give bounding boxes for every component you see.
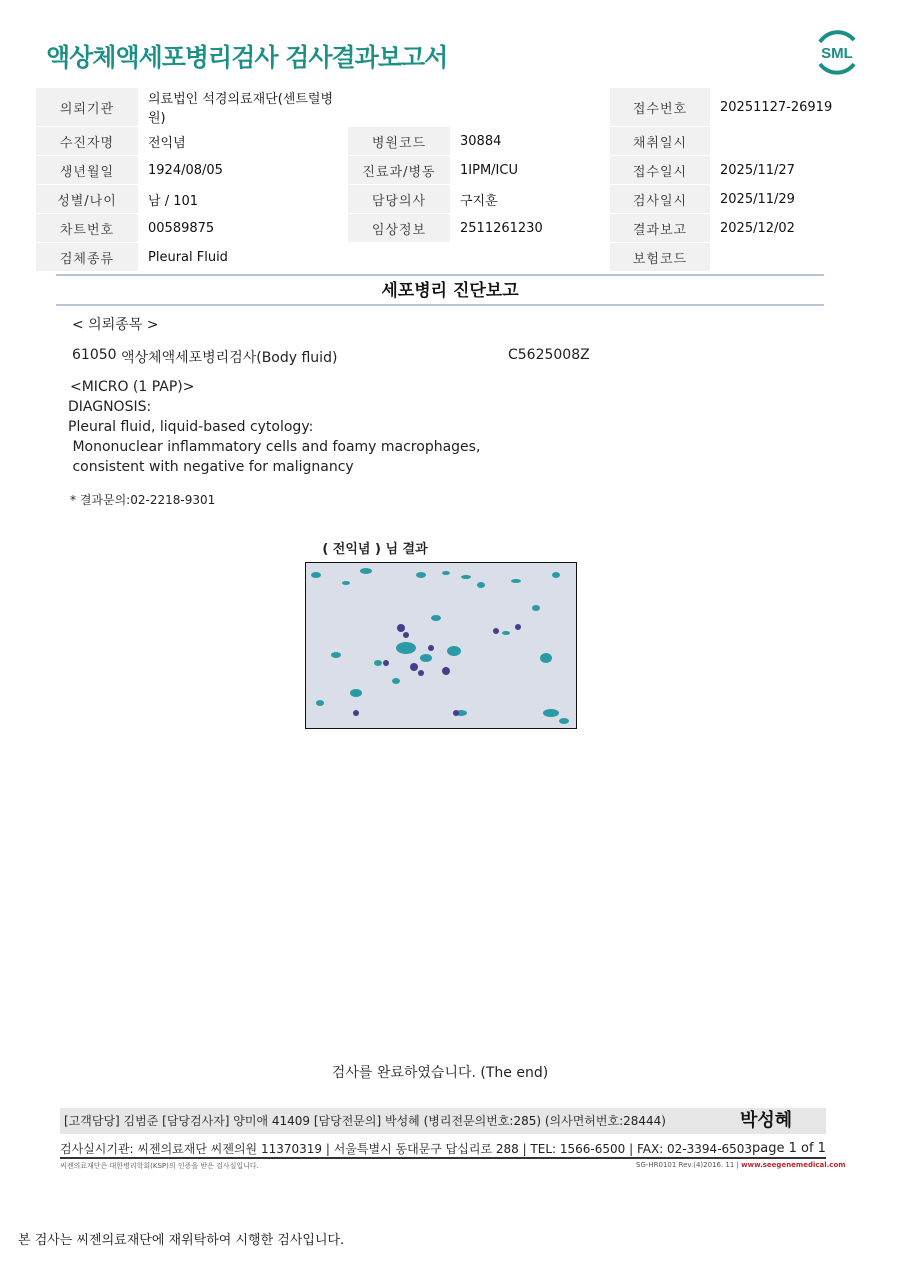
- finding-line-2: consistent with negative for malignancy: [68, 459, 354, 475]
- info-label: 임상정보: [348, 214, 450, 243]
- end-text: 검사를 완료하였습니다. (The end): [331, 1065, 549, 1081]
- info-value: 전익념: [138, 127, 348, 156]
- info-label: [348, 243, 450, 272]
- logo-text: SML: [821, 45, 853, 62]
- info-label: 보험코드: [610, 243, 710, 272]
- section-rule-bottom: [56, 304, 824, 306]
- report-title: 액상체액세포병리검사 검사결과보고서: [46, 43, 448, 72]
- info-label: 생년월일: [36, 156, 138, 185]
- patient-info-table: [36, 88, 864, 272]
- page-number: page 1 of 1: [752, 1141, 826, 1156]
- footer-rule: [60, 1157, 826, 1159]
- website-url[interactable]: www.seegenemedical.com: [741, 1161, 846, 1169]
- pathologist-signature: 박성혜: [740, 1110, 793, 1131]
- info-value: 남 / 101: [138, 185, 348, 214]
- info-value: Pleural Fluid: [138, 243, 348, 272]
- info-row: [36, 88, 864, 127]
- form-code-and-url: [636, 1161, 846, 1169]
- contact-line: * 결과문의:02-2218-9301: [70, 493, 216, 507]
- info-label: 병원코드: [348, 127, 450, 156]
- order-id: C5625008Z: [508, 347, 590, 363]
- info-row: [36, 214, 864, 243]
- info-label: 검사일시: [610, 185, 710, 214]
- info-value: 2511261230: [450, 214, 610, 243]
- info-label: 접수번호: [610, 88, 710, 127]
- info-label: 담당의사: [348, 185, 450, 214]
- info-value: 00589875: [138, 214, 348, 243]
- info-label: 검체종류: [36, 243, 138, 272]
- info-label: 차트번호: [36, 214, 138, 243]
- finding-line-1: Mononuclear inflammatory cells and foamy macrophages,: [68, 439, 481, 455]
- info-label: 수진자명: [36, 127, 138, 156]
- info-value: 1IPM/ICU: [450, 156, 610, 185]
- sml-logo: [812, 28, 862, 76]
- order-name: 액상체액세포병리검사(Body fluid): [121, 350, 338, 366]
- info-label: 성별/나이: [36, 185, 138, 214]
- info-value: 1924/08/05: [138, 156, 348, 185]
- image-caption: ( 전익념 ) 님 결과: [322, 542, 428, 557]
- info-value: 20251127-26919: [710, 88, 864, 127]
- specimen-line: Pleural fluid, liquid-based cytology:: [68, 419, 314, 435]
- info-row: [36, 156, 864, 185]
- info-label: [348, 88, 450, 127]
- info-value: 의료법인 석경의료재단(센트럴병원): [138, 88, 348, 127]
- form-code: SG-HR0101 Rev.(4)2016. 11 |: [636, 1161, 739, 1169]
- info-value: [450, 243, 610, 272]
- diagnosis-label: DIAGNOSIS:: [68, 399, 152, 415]
- section-title: 세포병리 진단보고: [381, 281, 519, 301]
- info-value: 2025/11/27: [710, 156, 864, 185]
- info-value: 2025/12/02: [710, 214, 864, 243]
- info-value: 30884: [450, 127, 610, 156]
- institution-line: 검사실시기관: 씨젠의료재단 씨젠의원 11370319 | 서울특별시 동대문구 답십리로 288 | TEL: 1566-6500 | FAX: 02-3394-6503: [60, 1142, 753, 1156]
- order-code: 61050: [72, 347, 117, 363]
- info-row: [36, 185, 864, 214]
- info-row: [36, 127, 864, 156]
- info-row: [36, 243, 864, 272]
- info-label: 접수일시: [610, 156, 710, 185]
- info-label: 의뢰기관: [36, 88, 138, 127]
- info-value: [450, 88, 610, 127]
- info-value: [710, 243, 864, 272]
- cert-note: 씨젠의료재단은 대한병리학회(KSP)의 인증을 받은 검사실입니다.: [60, 1162, 259, 1170]
- cytology-micrograph: [305, 562, 577, 729]
- info-label: 결과보고: [610, 214, 710, 243]
- bottom-note: 본 검사는 씨젠의료재단에 재위탁하여 시행한 검사입니다.: [18, 1233, 345, 1248]
- info-value: [710, 127, 864, 156]
- staff-line: [고객담당] 김범준 [담당검사자] 양미애 41409 [담당전문의] 박성혜 (병리전문의번호:285) (의사면허번호:28444): [60, 1108, 826, 1134]
- order-header: < 의뢰종목 >: [72, 317, 159, 333]
- info-label: 진료과/병동: [348, 156, 450, 185]
- info-label: 채취일시: [610, 127, 710, 156]
- micro-line: <MICRO (1 PAP)>: [70, 379, 195, 395]
- info-value: 구지훈: [450, 185, 610, 214]
- info-value: 2025/11/29: [710, 185, 864, 214]
